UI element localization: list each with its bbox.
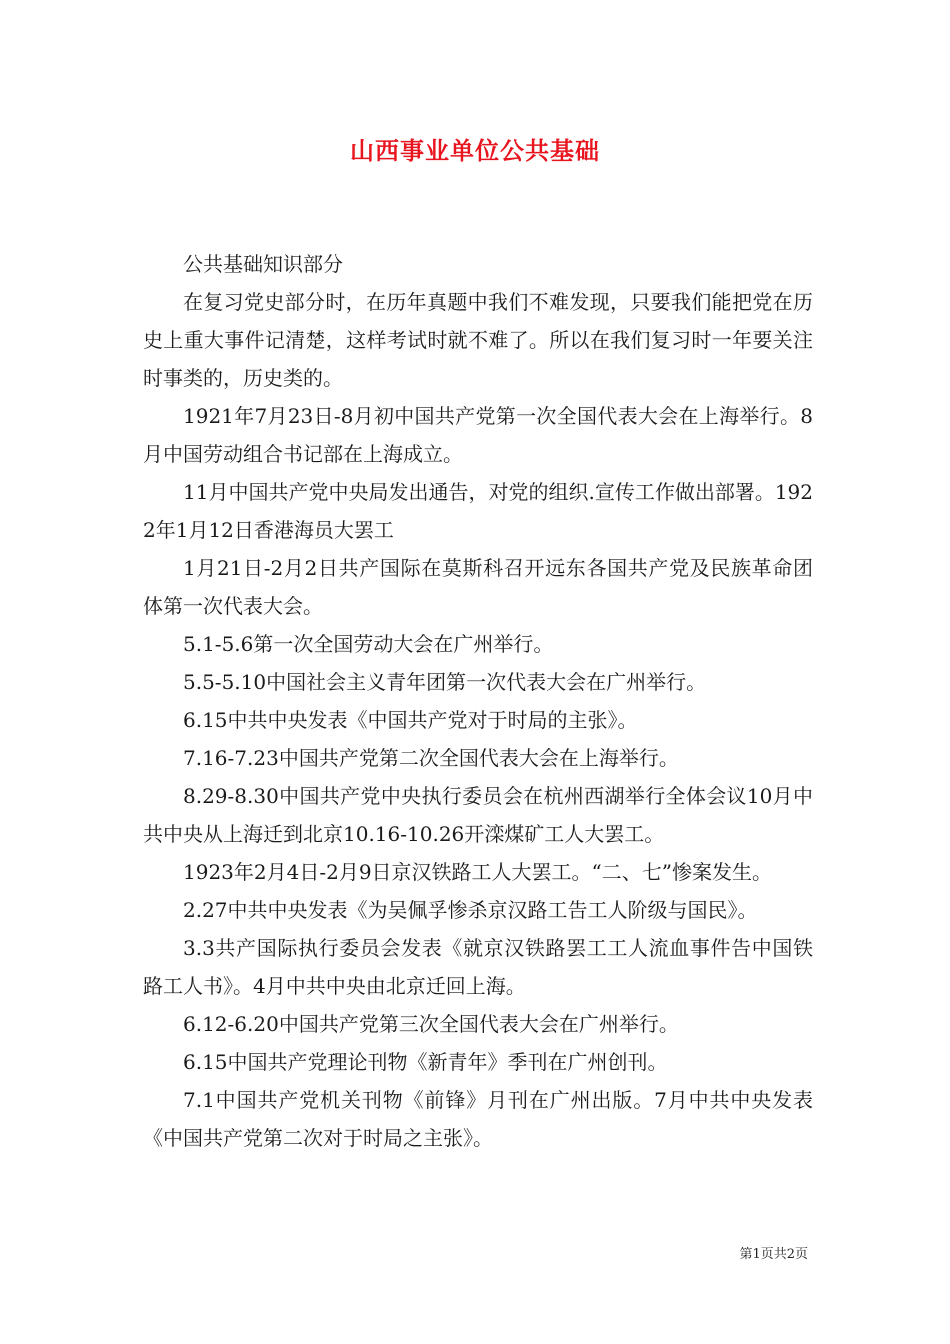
paragraph: 11月中国共产党中央局发出通告，对党的组织.宣传工作做出部署。1922年1月12日香港海员大罢工 — [143, 480, 813, 542]
paragraph: 6.12-6.20中国共产党第三次全国代表大会在广州举行。 — [183, 1012, 679, 1036]
paragraph: 8.29-8.30中国共产党中央执行委员会在杭州西湖举行全体会议10月中共中央从上海迁到北京10.16-10.26开滦煤矿工人大罢工。 — [143, 784, 813, 846]
paragraph: 2.27中共中央发表《为吴佩孚惨杀京汉路工告工人阶级与国民》。 — [183, 898, 758, 922]
paragraph: 公共基础知识部分 — [183, 252, 343, 276]
paragraph: 1923年2月4日-2月9日京汉铁路工人大罢工。“二、七”惨案发生。 — [183, 860, 773, 884]
paragraph: 7.16-7.23中国共产党第二次全国代表大会在上海举行。 — [183, 746, 679, 770]
paragraph: 7.1中国共产党机关刊物《前锋》月刊在广州出版。7月中共中央发表《中国共产党第二次对于时局之主张》。 — [143, 1088, 813, 1150]
page-title: 山西事业单位公共基础 — [350, 136, 600, 165]
paragraph: 6.15中国共产党理论刊物《新青年》季刊在广州创刊。 — [183, 1050, 668, 1074]
paragraph: 3.3共产国际执行委员会发表《就京汉铁路罢工工人流血事件告中国铁路工人书》。4月中共中央由北京迁回上海。 — [143, 936, 813, 998]
paragraph: 在复习党史部分时，在历年真题中我们不难发现，只要我们能把党在历史上重大事件记清楚，这样考试时就不难了。所以在我们复习时一年要关注时事类的，历史类的。 — [143, 290, 813, 390]
paragraph: 5.5-5.10中国社会主义青年团第一次代表大会在广州举行。 — [183, 670, 707, 694]
page-indicator: 第1页共2页 — [739, 1247, 808, 1262]
paragraph: 1月21日-2月2日共产国际在莫斯科召开远东各国共产党及民族革命团体第一次代表大会。 — [143, 556, 813, 618]
paragraph: 6.15中共中央发表《中国共产党对于时局的主张》。 — [183, 708, 638, 732]
paragraph: 1921年7月23日-8月初中国共产党第一次全国代表大会在上海举行。8月中国劳动组合书记部在上海成立。 — [143, 404, 813, 466]
paragraph: 5.1-5.6第一次全国劳动大会在广州举行。 — [183, 632, 554, 656]
document-body — [143, 245, 813, 1157]
